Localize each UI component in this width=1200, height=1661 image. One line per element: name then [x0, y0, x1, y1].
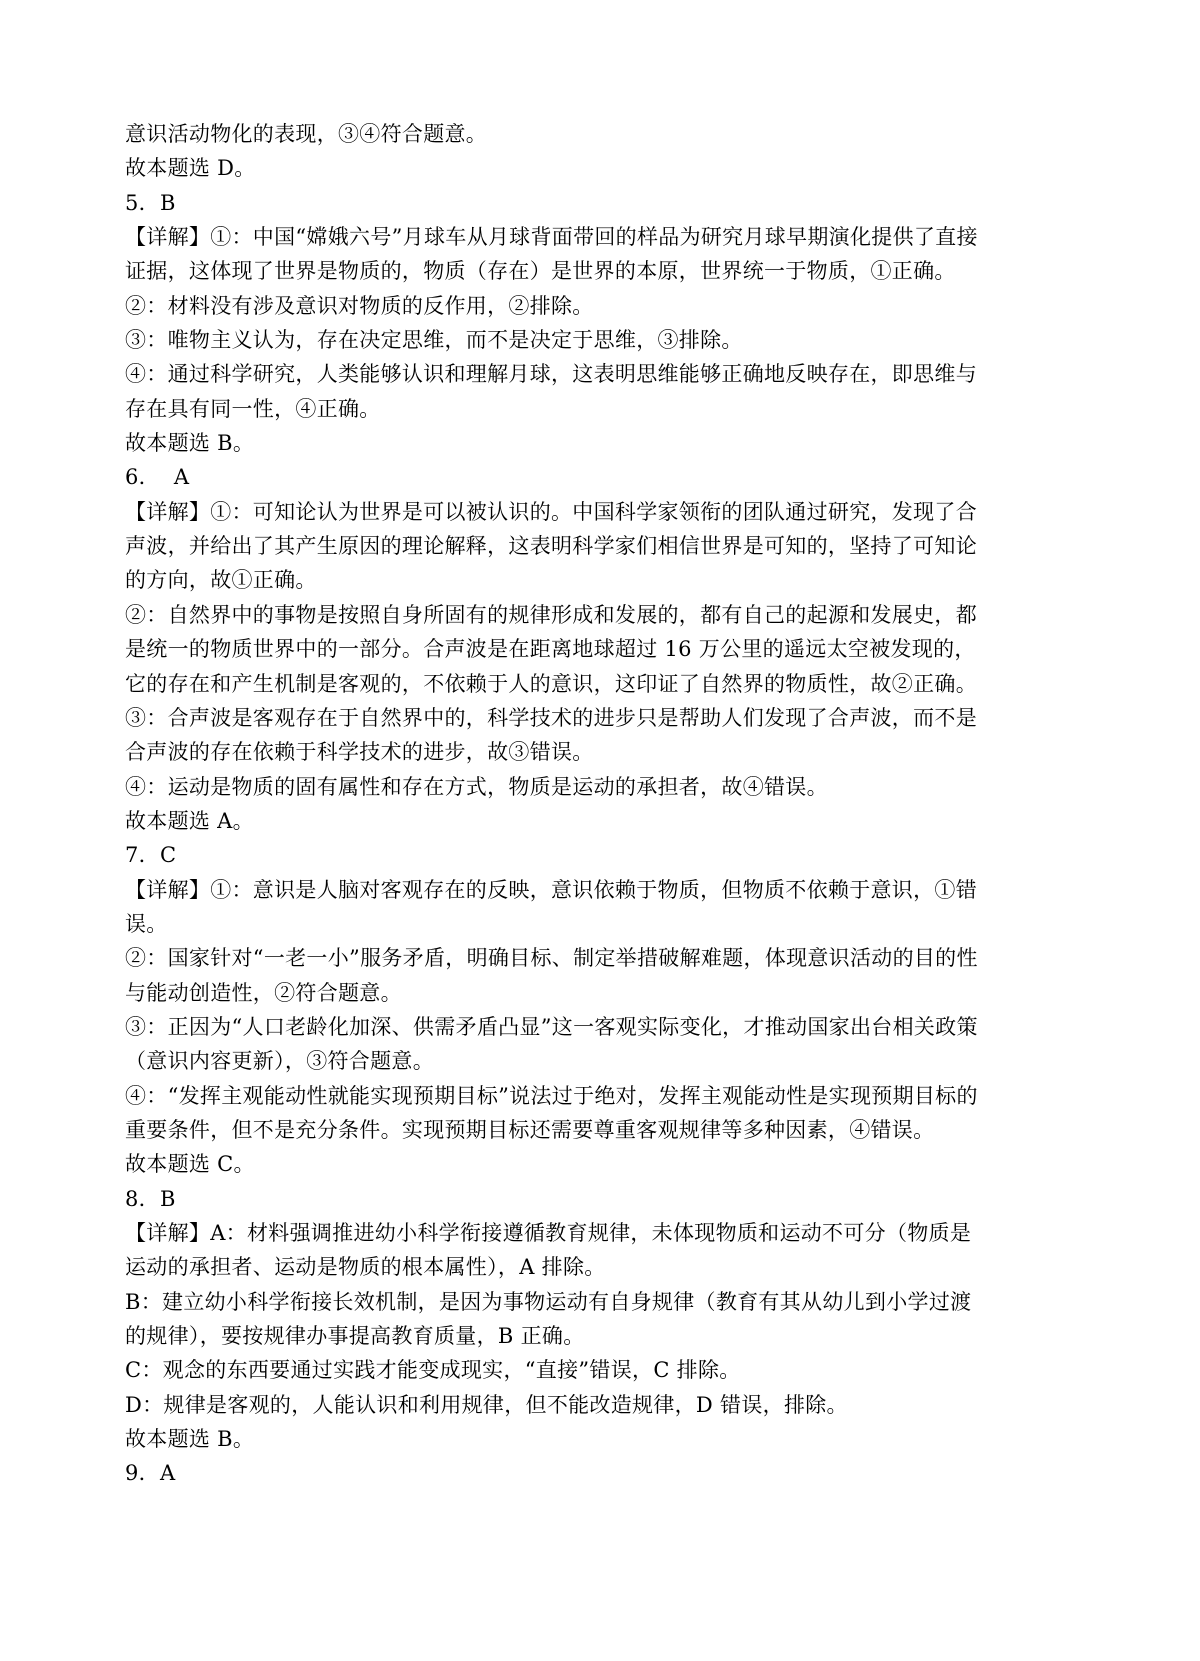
text-line: 存在具有同一性，④正确。: [125, 396, 381, 421]
text-line: 故本题选 B。: [125, 431, 255, 456]
text-line: 重要条件，但不是充分条件。实现预期目标还需要尊重客观规律等多种因素，④错误。: [125, 1117, 935, 1142]
answer-text: [125, 117, 1085, 1491]
text-line: 合声波的存在依赖于科学技术的进步，故③错误。: [125, 740, 594, 765]
text-line: 7．C: [125, 843, 177, 868]
text-line: 【详解】①：意识是人脑对客观存在的反映，意识依赖于物质，但物质不依赖于意识，①错: [125, 877, 977, 902]
text-line: C：观念的东西要通过实践才能变成现实，“直接”错误，C 排除。: [125, 1358, 741, 1383]
text-line: ④：“发挥主观能动性就能实现预期目标”说法过于绝对，发挥主观能动性是实现预期目标的: [125, 1083, 978, 1108]
text-line: 故本题选 D。: [125, 156, 256, 181]
text-line: ④：运动是物质的固有属性和存在方式，物质是运动的承担者，故④错误。: [125, 774, 828, 799]
text-line: 证据，这体现了世界是物质的，物质（存在）是世界的本原，世界统一于物质，①正确。: [125, 259, 956, 284]
text-line: 【详解】A：材料强调推进幼小科学衔接遵循教育规律，未体现物质和运动不可分（物质是: [125, 1221, 972, 1245]
text-line: 与能动创造性，②符合题意。: [125, 980, 402, 1005]
text-line: 的方向，故①正确。: [125, 568, 317, 593]
text-line: D：规律是客观的，人能认识和利用规律，但不能改造规律，D 错误，排除。: [125, 1392, 848, 1417]
text-line: ④：通过科学研究，人类能够认识和理解月球，这表明思维能够正确地反映存在，即思维与: [125, 362, 977, 387]
text-line: ②：材料没有涉及意识对物质的反作用，②排除。: [125, 293, 594, 318]
text-line: 声波，并给出了其产生原因的理论解释，这表明科学家们相信世界是可知的，坚持了可知论: [125, 534, 977, 559]
text-line: ②：自然界中的事物是按照自身所固有的规律形成和发展的，都有自己的起源和发展史，都: [125, 602, 977, 627]
text-line: 【详解】①：中国“嫦娥六号”月球车从月球背面带回的样品为研究月球早期演化提供了直接: [125, 225, 978, 250]
text-line: 故本题选 B。: [125, 1427, 255, 1452]
text-line: 9．A: [125, 1461, 176, 1486]
text-line: B：建立幼小科学衔接长效机制，是因为事物运动有自身规律（教育有其从幼儿到小学过渡: [125, 1289, 972, 1314]
text-line: 8．B: [125, 1186, 176, 1211]
text-line: 【详解】①：可知论认为世界是可以被认识的。中国科学家领衔的团队通过研究，发现了合: [125, 499, 977, 524]
text-line: 它的存在和产生机制是客观的，不依赖于人的意识，这印证了自然界的物质性，故②正确。: [125, 671, 977, 696]
text-line: ③：正因为“人口老龄化加深、供需矛盾凸显”这一客观实际变化，才推动国家出台相关政策: [125, 1014, 978, 1039]
text-line: 意识活动物化的表现，③④符合题意。: [125, 122, 488, 146]
text-line: （意识内容更新），③符合题意。: [125, 1049, 434, 1074]
text-line: 的规律），要按规律办事提高教育质量，B 正确。: [125, 1324, 585, 1349]
text-line: 误。: [125, 911, 168, 936]
text-line: ②：国家针对“一老一小”服务矛盾，明确目标、制定举措破解难题，体现意识活动的目的性: [125, 946, 978, 971]
text-line: ③：唯物主义认为，存在决定思维，而不是决定于思维，③排除。: [125, 328, 743, 353]
text-line: 6． A: [125, 465, 190, 490]
text-line: 故本题选 A。: [125, 808, 254, 833]
text-line: 是统一的物质世界中的一部分。合声波是在距离地球超过 16 万公里的遥远太空被发现的，: [125, 637, 976, 662]
text-line: ③：合声波是客观存在于自然界中的，科学技术的进步只是帮助人们发现了合声波，而不是: [125, 705, 977, 730]
text-line: 5．B: [125, 190, 176, 215]
text-line: 运动的承担者、运动是物质的根本属性），A 排除。: [125, 1255, 606, 1280]
text-line: 故本题选 C。: [125, 1152, 255, 1177]
